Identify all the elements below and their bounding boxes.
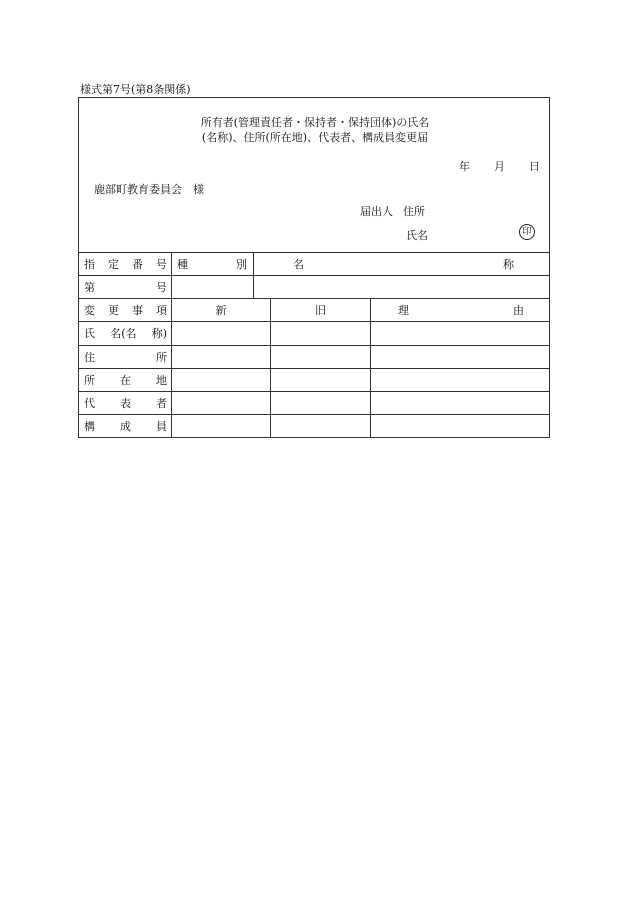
date-month-label: 月 xyxy=(494,160,505,173)
change-item-header: 変 更 事 項 xyxy=(84,304,167,317)
form-title-line-2: (名称)、住所(所在地)、代表者、構成員変更届 xyxy=(201,131,429,144)
date-day-label: 日 xyxy=(529,160,540,173)
row-members-label: 構 成 員 xyxy=(84,420,167,433)
row-address-label: 住 所 xyxy=(84,351,167,364)
name-label: 名 称 xyxy=(293,258,514,271)
date-year-label: 年 xyxy=(459,160,470,173)
submitter-name-label: 氏名 xyxy=(406,229,428,242)
table-col-divider-old xyxy=(370,298,371,438)
row-name-label: 氏 名(名 称) xyxy=(84,327,167,340)
new-header: 新 xyxy=(215,304,227,317)
number-row-label: 第 号 xyxy=(84,281,167,294)
submitter-label: 届出人 xyxy=(360,205,393,218)
table-col-divider-label xyxy=(171,252,172,438)
row-location-label: 所 在 地 xyxy=(84,374,167,387)
addressee: 鹿部町教育委員会 様 xyxy=(94,183,204,196)
designation-number-label: 指 定 番 号 xyxy=(84,258,167,271)
row-representative-label: 代 表 者 xyxy=(84,397,167,410)
submitter-address-line xyxy=(360,203,425,219)
reason-header: 理 由 xyxy=(398,304,524,317)
type-label: 種 別 xyxy=(177,258,247,271)
seal-mark: 印 xyxy=(519,224,535,240)
old-header: 旧 xyxy=(315,304,326,317)
form-title-line-1: 所有者(管理責任者・保持者・保持団体)の氏名 xyxy=(200,116,430,129)
form-number-label: 様式第7号(第8条関係) xyxy=(80,83,191,96)
submitter-address-label: 住所 xyxy=(403,205,425,218)
table-col-divider-type xyxy=(253,252,254,298)
